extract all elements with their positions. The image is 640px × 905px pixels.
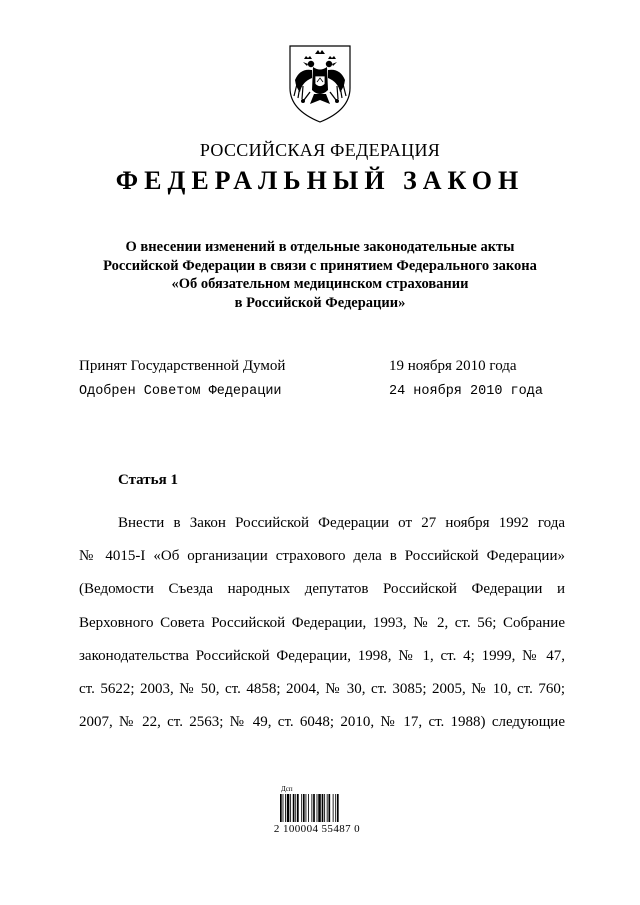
barcode-bar <box>337 794 339 822</box>
article-text-line: законодательства Российской Федерации, 1998, № 1, ст. 4; 1999, № 47, <box>79 647 565 664</box>
article-text-line: Внести в Закон Российской Федерации от 27 ноября 1992 года <box>118 515 565 531</box>
duma-adoption-date: 19 ноября 2010 года <box>389 358 517 374</box>
barcode-bar <box>306 794 307 822</box>
barcode-bar <box>297 794 299 822</box>
article-body <box>79 507 565 739</box>
barcode-bar <box>293 794 295 822</box>
country-name: РОССИЙСКАЯ ФЕДЕРАЦИЯ <box>199 140 441 160</box>
article-text-line: Верховного Совета Российской Федерации, 1993, № 2, ст. 56; Собрание <box>79 614 565 631</box>
barcode-bar <box>318 794 321 822</box>
article-text-line: № 4015-I «Об организации страхового дела в Российской Федерации» <box>79 548 565 565</box>
barcode-bar <box>295 794 296 822</box>
barcode-number: 2 100004 55487 0 <box>273 823 361 835</box>
document-type-title: ФЕДЕРАЛЬНЫЙ ЗАКОН <box>115 166 525 195</box>
article-text-line: 2007, № 22, ст. 2563; № 49, ст. 6048; 2010, № 17, ст. 1988) следующие <box>79 714 565 731</box>
article-title: Статья 1 <box>118 472 178 488</box>
barcode-bar <box>308 794 309 822</box>
barcode-bar <box>287 794 290 822</box>
council-approval-date: 24 ноября 2010 года <box>389 384 543 399</box>
barcode-bar <box>303 794 305 822</box>
barcode-icon <box>280 794 358 822</box>
barcode-bar <box>301 794 302 822</box>
barcode <box>262 786 372 836</box>
barcode-bar <box>333 794 334 822</box>
barcode-bar <box>290 794 291 822</box>
duma-adoption-label: Принят Государственной Думой <box>79 358 286 374</box>
barcode-bar <box>313 794 315 822</box>
barcode-bar <box>317 794 318 822</box>
council-approval-label: Одобрен Советом Федерации <box>79 384 282 399</box>
barcode-bar <box>335 794 336 822</box>
barcode-bar <box>280 794 282 822</box>
article-text-line: ст. 5622; 2003, № 50, ст. 4858; 2004, № 30, ст. 3085; 2005, № 10, ст. 760; <box>79 680 565 697</box>
barcode-top-label: Дсп <box>281 785 293 793</box>
subject-line: О внесении изменений в отдельные законодательные акты <box>125 239 515 255</box>
law-subject <box>0 238 640 312</box>
barcode-bar <box>324 794 325 822</box>
barcode-bar <box>327 794 328 822</box>
barcode-bar <box>283 794 284 822</box>
subject-line: Российской Федерации в связи с принятием Федерального закона <box>103 257 537 274</box>
barcode-bar <box>322 794 324 822</box>
coat-of-arms-icon <box>288 42 352 124</box>
subject-line: «Об обязательном медицинском страховании <box>171 276 469 292</box>
article-text-line: (Ведомости Съезда народных депутатов Российской Федерации и <box>79 581 565 598</box>
barcode-bar <box>311 794 312 822</box>
subject-line: в Российской Федерации» <box>234 294 406 311</box>
barcode-bar <box>285 794 286 822</box>
barcode-bar <box>328 794 330 822</box>
